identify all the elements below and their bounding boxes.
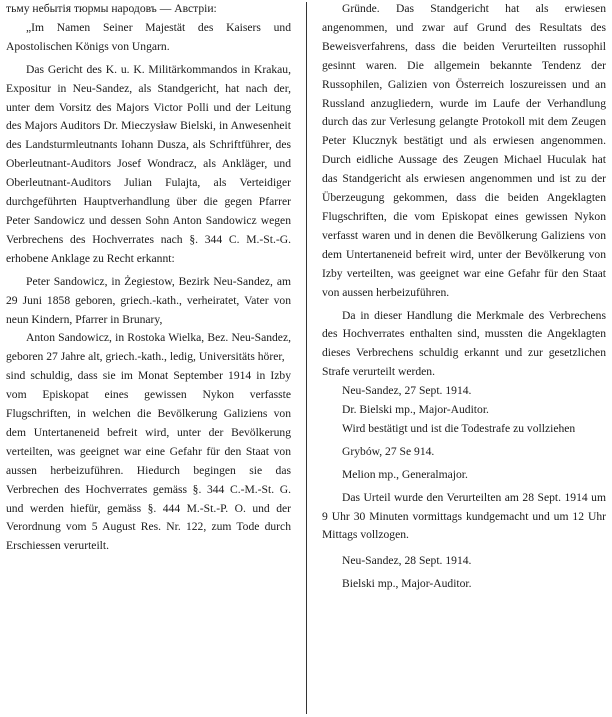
signature-2: Melion mp., Generalmajor. (342, 467, 468, 481)
court-paragraph: Das Gericht des K. u. K. Militärkommandos in Krakau, Expositur in Neu-Sandez, als Standgericht, hat nach der, unter dem Vorsitz des Majors Victor Polli und der Leitung des Majors Auditors Dr. Mieczysław Bielski, in Anwesenheit des Landsturmleutnants Iohann Dusza, als Schriftführer, des Oberleutnant-Auditors Josef Wondracz, als Ankläger, und Oberleutnant-Auditors Julian Fulajta, als Verteidiger durchgeführten Hauptverhandlung über die gegen Pfarrer Peter Sandowicz und dessen Sohn Anton Sandowicz wegen Verbrechens des Hochverrates nach §. 344 C. M.-St.-G. erhobene Anklage zu Recht erkannt: (6, 62, 291, 265)
defendant-anton: Anton Sandowicz, in Rostoka Wielka, Bez. Neu-Sandez, geboren 27 Jahre alt, griech.-kath., ledig, Universitäts hörer, (6, 331, 291, 364)
intro-line: тьму небытія тюрмы народовъ — Австріи: (6, 2, 217, 15)
signature-1: Dr. Bielski mp., Major-Auditor. (342, 403, 489, 417)
place-date-1: Neu-Sandez, 27 Sept. 1914. (342, 384, 472, 398)
place-date-2: Grybów, 27 Se 914. (342, 444, 435, 458)
defendant-peter: Peter Sandowicz, in Żegiestow, Bezirk Neu-Sandez, am 29 Juni 1858 geboren, griech.-kath., verheiratet, Vater von neun Kindern, Pfarrer in Brunary, (6, 274, 291, 326)
signature-3: Bielski mp., Major-Auditor. (342, 577, 472, 591)
confirmation-text: Wird bestätigt und ist die Todestrafe zu vollziehen (342, 421, 576, 435)
place-date-3: Neu-Sandez, 28 Sept. 1914. (342, 554, 472, 568)
left-column (6, 0, 291, 556)
right-column (322, 0, 606, 594)
execution-paragraph: Das Urteil wurde den Verurteilten am 28 Sept. 1914 um 9 Uhr 30 Minuten vormittags kundgemacht und um 12 Uhr Mittags vollzogen. (322, 490, 606, 542)
verdict-paragraph: sind schuldig, dass sie im Monat September 1914 in Izby vom Episkopat eines gewissen Nykon verfasste Flugschriften, in welchen die Bevölkerung Galiziens von dem Untertaneneid befreit wird, unter der Bevölkerung verteilten, was geeignet war eine Gefahr für den Staat von aussen herbeizuführen. Hiedurch begingen sie das Verbrechen des Hochverrates gemäss §. 344 C.-M.-St. G. und werden hiefür, gemäss §. 444 M.-St.-P. O. und der Verordnung vom 5 August Res. Nr. 122, zum Tode durch Erschiessen verurteilt. (6, 369, 291, 553)
column-divider (306, 2, 307, 714)
reasons-paragraph: Gründe. Das Standgericht hat als erwiesen angenommen, und zwar auf Grund des Resultats des Beweisverfahrens, dass die beiden Verurteilten russophil gesinnt waren. Die allgemein bekannte Tendenz der Russophilen, Galizien von Österreich loszureissen und an Russland anzugliedern, wurde im Laufe der Verhandlung durch das zur Verlesung gelangte Protokoll mit dem Zeugen Peter Klucznyk bestätigt und als erwiesen angenommen. Durch eidliche Aussage des Zeugen Michael Huculak hat das Standgericht als erwiesen angenommen und ist zu der Überzeugung gekommen, dass die beiden Angeklagten Flugschriften, die vom Episkopat eines gewissen Nykon verfasst waren und in denen die Bevölkerung Galiziens von dem Untertaneneid befreit wird, unter der Bevölkerung von Izby verteilten, was geeignet war eine Gefahr für den Staat von aussen herbeizuführen. (322, 2, 606, 299)
verdict-heading: „Im Namen Seiner Majestät des Kaisers und Apostolischen Königs von Ungarn. (6, 20, 291, 53)
conclusion-paragraph: Da in dieser Handlung die Merkmale des Verbrechens des Hochverrates enthalten sind, mussten die Angeklagten dieses Verbrechens schuldig erkannt und zur gesetzlichen Strafe verurteilt werden. (322, 308, 606, 379)
